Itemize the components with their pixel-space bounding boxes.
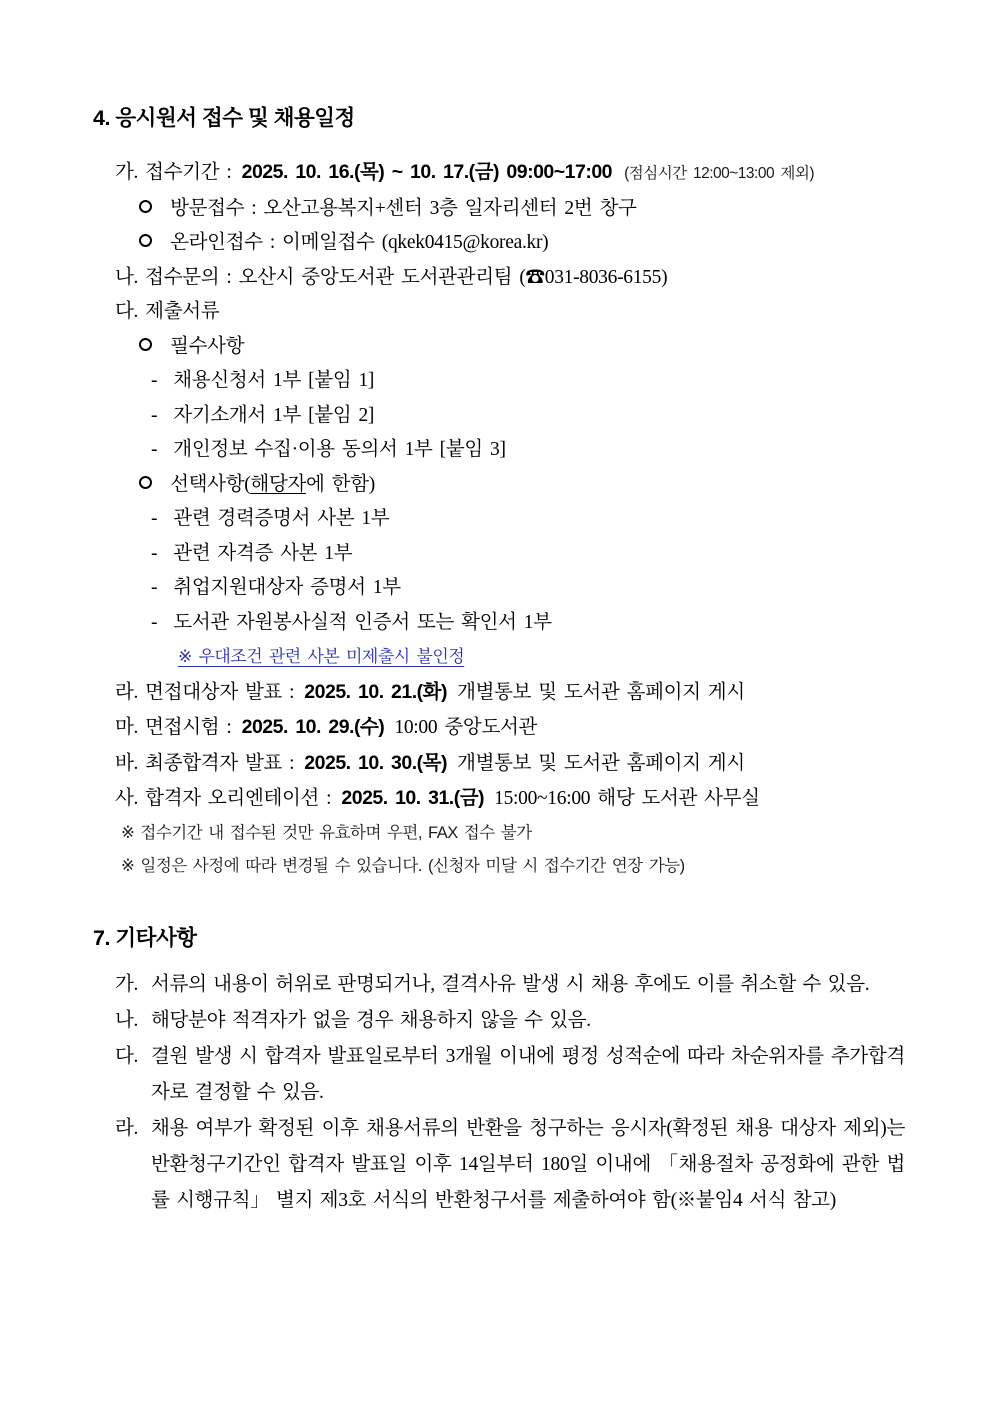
etc-item-na [93, 1003, 905, 1039]
interview-announce-date: 2025. 10. 21.(화) [304, 680, 447, 703]
dash-bullet-icon: - [151, 611, 158, 633]
optional-doc-item [93, 606, 905, 641]
visit-reception-text: 방문접수 : 오산고용복지+센터 3층 일자리센터 2번 창구 [170, 197, 637, 219]
reception-period-dates: 2025. 10. 16.(목) ~ 10. 17.(금) 09:00~17:00 [241, 161, 613, 183]
required-doc-item [93, 364, 905, 399]
circle-bullet-icon [139, 338, 152, 351]
etc-item-ga [93, 967, 905, 1003]
required-doc-text: 채용신청서 1부 [붙임 1] [173, 370, 375, 391]
optional-docs-label-pre: 선택사항( [170, 473, 251, 495]
item-text: 서류의 내용이 허위로 판명되거나, 결격사유 발생 시 채용 후에도 이를 취소할 수 있음. [151, 973, 870, 995]
circle-bullet-icon [139, 476, 152, 489]
interview-announce-rest: 개별통보 및 도서관 홈페이지 게시 [457, 681, 745, 703]
inquiry-text: 나. 접수문의 : 오산시 중앙도서관 도서관관리팀 (☎031-8036-6155) [115, 266, 668, 288]
optional-doc-text: 취업지원대상자 증명서 1부 [173, 577, 401, 598]
lunch-break-note: (점심시간 12:00~13:00 제외) [624, 165, 814, 182]
documents-label: 다. 제출서류 [115, 301, 220, 322]
required-docs-label: 필수사항 [170, 335, 245, 357]
visit-reception-line [93, 192, 905, 227]
etc-item-ra [93, 1111, 905, 1219]
section7-heading: 7. 기타사항 [93, 925, 197, 950]
required-doc-item [93, 399, 905, 434]
required-doc-item [93, 433, 905, 468]
optional-doc-item [93, 571, 905, 606]
inquiry-line [93, 261, 905, 296]
section4-heading: 4. 응시원서 접수 및 채용일정 [93, 106, 355, 130]
preference-warning-line [93, 640, 905, 675]
dash-bullet-icon: - [151, 439, 158, 460]
orientation-rest: 15:00~16:00 해당 도서관 사무실 [494, 788, 760, 809]
schedule-change-note: ※ 일정은 사정에 따라 변경될 수 있습니다. (신청자 미달 시 접수기간 연장 가능) [121, 856, 685, 875]
optional-doc-text: 도서관 자원봉사실적 인증서 또는 확인서 1부 [173, 611, 552, 633]
item-marker: 라. [115, 1117, 139, 1139]
orientation-label: 사. 합격자 오리엔테이션 : [115, 788, 332, 809]
orientation-line [93, 781, 905, 817]
final-announce-label: 바. 최종합격자 발표 : [115, 752, 295, 774]
optional-doc-item [93, 537, 905, 572]
online-reception-line [93, 226, 905, 261]
optional-docs-line [93, 468, 905, 503]
validity-note: ※ 접수기간 내 접수된 것만 유효하며 우편, FAX 접수 불가 [121, 823, 532, 842]
interview-exam-label: 마. 면접시험 : [115, 717, 232, 738]
final-announce-rest: 개별통보 및 도서관 홈페이지 게시 [457, 752, 745, 774]
dash-bullet-icon: - [151, 370, 158, 391]
item-marker: 가. [115, 973, 139, 995]
dash-bullet-icon: - [151, 577, 158, 598]
dash-bullet-icon: - [151, 404, 158, 426]
item-text: 해당분야 적격자가 없을 경우 채용하지 않을 수 있음. [151, 1009, 591, 1031]
item-marker: 다. [115, 1045, 139, 1067]
online-reception-text: 온라인접수 : 이메일접수 (qkek0415@korea.kr) [170, 232, 549, 253]
item-marker: 나. [115, 1009, 139, 1031]
interview-exam-date: 2025. 10. 29.(수) [241, 716, 385, 738]
reception-period-label: 가. 접수기간 : [115, 162, 232, 183]
optional-doc-item [93, 502, 905, 537]
interview-announce-line [93, 675, 905, 711]
interview-announce-label: 라. 면접대상자 발표 : [115, 681, 295, 703]
circle-bullet-icon [139, 200, 152, 213]
final-announce-line [93, 746, 905, 782]
optional-docs-underlined: 해당자 [250, 473, 307, 495]
etc-item-da [93, 1039, 905, 1111]
documents-line [93, 295, 905, 330]
optional-doc-text: 관련 자격증 사본 1부 [173, 542, 353, 564]
orientation-date: 2025. 10. 31.(금) [341, 787, 485, 809]
item-text: 결원 발생 시 합격자 발표일로부터 3개월 이내에 평정 성적순에 따라 차순위자를 추가합격자로 결정할 수 있음. [151, 1045, 905, 1103]
final-announce-date: 2025. 10. 30.(목) [304, 751, 447, 774]
dash-bullet-icon: - [151, 508, 158, 529]
preference-warning-text: ※ 우대조건 관련 사본 미제출시 불인정 [178, 647, 465, 666]
optional-docs-label-post: 에 한함) [306, 473, 375, 495]
dash-bullet-icon: - [151, 542, 158, 564]
item-text: 채용 여부가 확정된 이후 채용서류의 반환을 청구하는 응시자(확정된 채용 대상자 제외)는 반환청구기간인 합격자 발표일 이후 14일부터 180일 이내에 「채용절차 공정화에 관한 법률 시행규칙」 별지 제3호 서식의 반환청구서를 제출하여야 함(※붙임4 서식 참고) [151, 1117, 905, 1211]
interview-exam-rest: 10:00 중앙도서관 [394, 717, 538, 738]
circle-bullet-icon [139, 234, 152, 247]
required-docs-line [93, 330, 905, 365]
interview-exam-line [93, 710, 905, 746]
required-doc-text: 개인정보 수집·이용 동의서 1부 [붙임 3] [173, 439, 506, 460]
optional-doc-text: 관련 경력증명서 사본 1부 [173, 508, 390, 529]
required-doc-text: 자기소개서 1부 [붙임 2] [173, 404, 375, 426]
reception-period-line [93, 155, 905, 192]
